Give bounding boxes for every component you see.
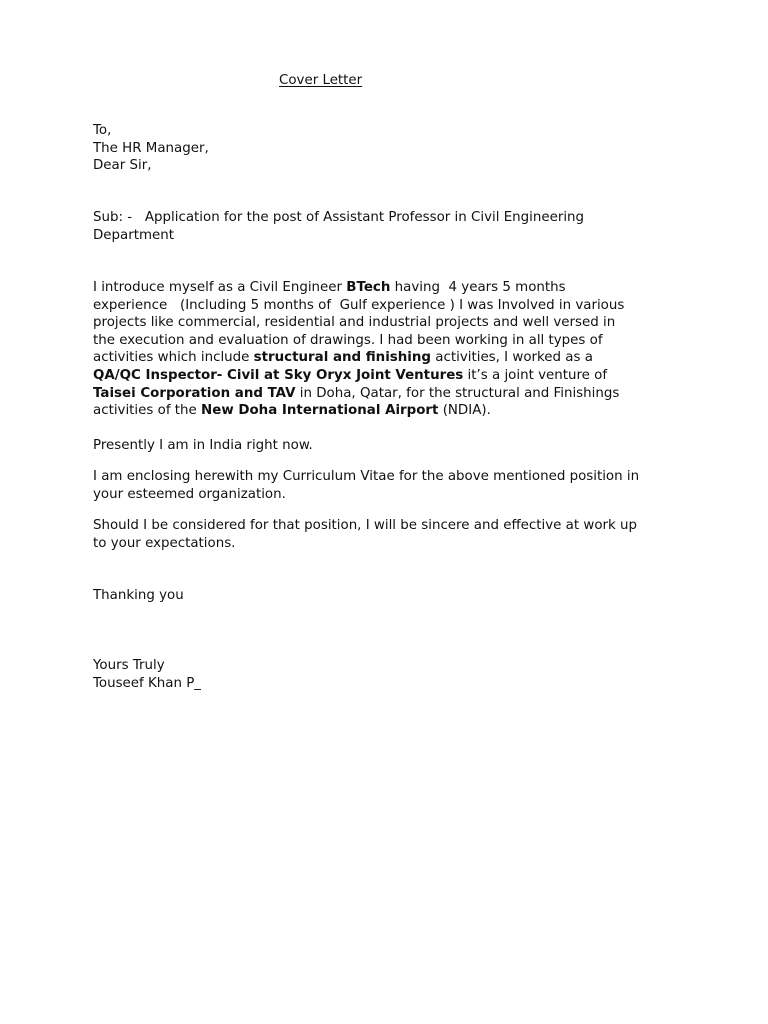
intro-line: the execution and evaluation of drawings. I had been working in all types of (93, 332, 603, 348)
valediction-line: Yours Truly (93, 658, 165, 673)
intro-text: (NDIA). (438, 403, 491, 419)
intro-paragraph (93, 279, 693, 420)
thanks-line: Thanking you (93, 588, 184, 603)
intro-line: experience (Including 5 months of Gulf experience ) I was Involved in various (93, 297, 625, 313)
considered-line-1: Should I be considered for that position, I will be sincere and effective at work up (93, 518, 638, 533)
recipient-line: The HR Manager, (93, 140, 209, 156)
subject-line-1: Sub: - Application for the post of Assistant Professor in Civil Engineering (93, 210, 585, 225)
presently-paragraph (93, 437, 693, 455)
presently-line: Presently I am in India right now. (93, 438, 313, 453)
role-highlight: QA/QC Inspector- Civil at Sky Oryx Joint Ventures (93, 367, 464, 383)
intro-line (93, 349, 693, 367)
enclosing-line-1: I am enclosing herewith my Curriculum Vitae for the above mentioned position in (93, 469, 640, 484)
subject-line-2: Department (93, 227, 175, 243)
closing-block (93, 657, 693, 692)
intro-text: in Doha, Qatar, for the structural and Finishings (295, 385, 620, 401)
greeting-line: Dear Sir, (93, 158, 152, 174)
activities-highlight: structural and finishing (253, 350, 432, 366)
project-highlight: New Doha International Airport (201, 403, 439, 419)
subject-block (93, 209, 693, 244)
intro-line: projects like commercial, residential and industrial projects and well versed in (93, 315, 616, 331)
intro-text: activities which include (93, 350, 254, 366)
intro-text: I introduce myself as a Civil Engineer (93, 280, 347, 295)
degree-highlight: BTech (346, 280, 391, 295)
to-line: To, (93, 123, 112, 138)
page-title: Cover Letter (279, 73, 363, 88)
intro-line (93, 385, 693, 403)
intro-text: activities, I worked as a (431, 350, 593, 366)
enclosing-line-2: your esteemed organization. (93, 486, 286, 502)
salutation-block (93, 122, 693, 175)
intro-line (93, 402, 693, 420)
intro-text: it’s a joint venture of (463, 367, 608, 383)
considered-line-2: to your expectations. (93, 535, 236, 551)
considered-paragraph (93, 517, 693, 552)
thanks-paragraph (93, 587, 693, 605)
intro-text: having 4 years 5 months (390, 280, 566, 295)
company-highlight: Taisei Corporation and TAV (93, 385, 296, 401)
intro-line (93, 367, 693, 385)
intro-line (93, 279, 693, 297)
enclosing-paragraph (93, 468, 693, 503)
intro-text: activities of the (93, 403, 202, 419)
signature-line: Touseef Khan P_ (93, 675, 201, 691)
